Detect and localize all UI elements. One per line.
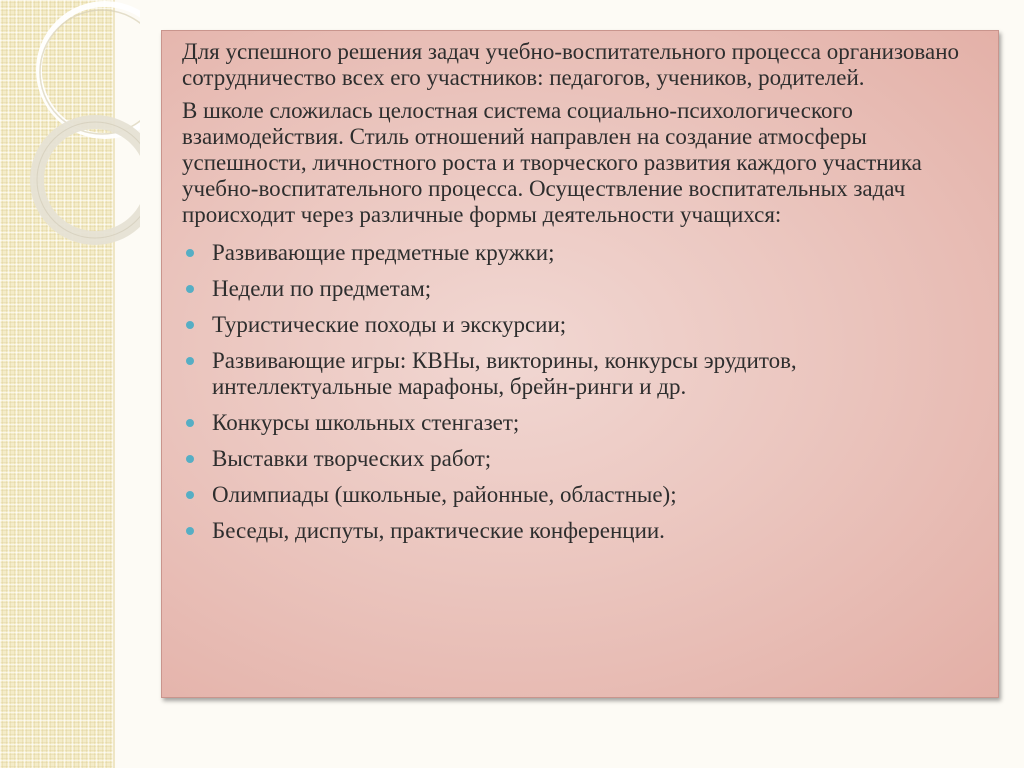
bullet-dot-icon bbox=[186, 419, 194, 427]
list-item-text: Беседы, диспуты, практические конференции. bbox=[212, 518, 665, 543]
bullet-dot-icon bbox=[186, 491, 194, 499]
bullet-dot-icon bbox=[186, 455, 194, 463]
list-item bbox=[182, 410, 980, 436]
list-item-text: Выставки творческих работ; bbox=[212, 446, 492, 471]
list-item-text: Развивающие предметные кружки; bbox=[212, 240, 555, 265]
bullet-dot-icon bbox=[186, 249, 194, 257]
list-item bbox=[182, 518, 980, 544]
list-item-text: Недели по предметам; bbox=[212, 276, 432, 301]
list-item-text: Олимпиады (школьные, районные, областные); bbox=[212, 482, 677, 507]
activities-list bbox=[182, 240, 980, 544]
list-item bbox=[182, 276, 980, 302]
list-item bbox=[182, 312, 980, 338]
bullet-dot-icon bbox=[186, 285, 194, 293]
list-item bbox=[182, 348, 980, 400]
bullet-dot-icon bbox=[186, 321, 194, 329]
intro-paragraph: Для успешного решения задач учебно-воспитательного процесса организовано сотрудничество всех его участников: педагогов, учеников, родителей. bbox=[182, 39, 960, 90]
content-panel bbox=[161, 30, 999, 698]
bullet-dot-icon bbox=[186, 527, 194, 535]
list-item bbox=[182, 482, 980, 508]
list-item-text: Развивающие игры: КВНы, викторины, конкурсы эрудитов, интеллектуальные марафоны, брейн-ринги и др. bbox=[212, 348, 797, 399]
list-item bbox=[182, 240, 980, 266]
bullet-dot-icon bbox=[186, 357, 194, 365]
list-item-text: Конкурсы школьных стенгазет; bbox=[212, 410, 520, 435]
description-paragraph: В школе сложилась целостная система социально-психологического взаимодействия. Стиль отношений направлен на создание атмосферы успешности, личностного роста и творческого развития каждого участника учебно-воспитательного процесса. Осуществление воспитательных задач происходит через различные формы деятельности учащихся: bbox=[182, 98, 922, 227]
list-item bbox=[182, 446, 980, 472]
list-item-text: Туристические походы и экскурсии; bbox=[212, 312, 567, 337]
decorative-circles bbox=[0, 0, 140, 300]
